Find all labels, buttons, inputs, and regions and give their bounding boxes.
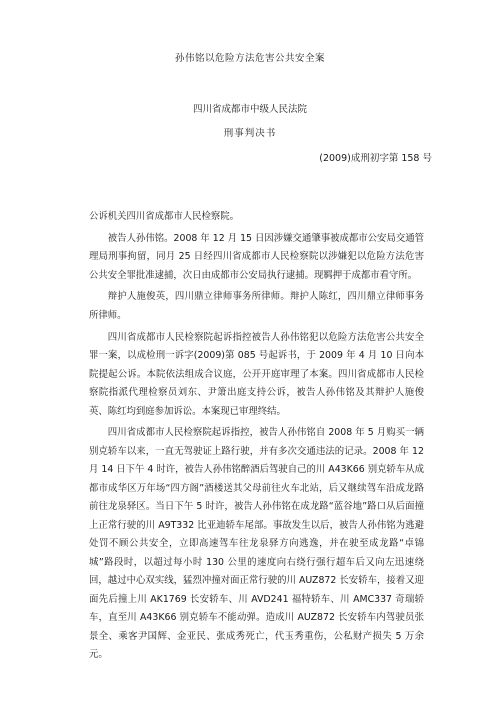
document-type: 刑事判决书 [223,128,277,139]
paragraph-prosecutor: 公诉机关四川省成都市人民检察院。 [89,211,240,222]
court-name: 四川省成都市中级人民法院 [192,104,307,115]
case-number: (2009)成刑初字第 158 号 [319,153,432,164]
paragraph-defendant: 被告人孙伟铭。2008 年 12 月 15 日因涉嫌交通肇事被成都市公安局交通管理局刑事拘留，同月 25 日经四川省成都市人民检察院以涉嫌犯以危险方法危害公共安全罪批准逮捕，次日由成都市公安局执行逮捕。现羁押于成都市看守所。 [89,232,424,281]
paragraph-defense-counsel: 辩护人施俊英，四川鼎立律师事务所律师。辩护人陈红，四川鼎立律师事务所律师。 [89,291,424,321]
case-title: 孙伟铭以危险方法危害公共安全案 [174,53,325,64]
paragraph-indictment-facts: 四川省成都市人民检察院起诉指控，被告人孙伟铭自 2008 年 5 月购买一辆别克轿车以来，一直无驾驶证上路行驶，并有多次交通违法的记录。2008 年 12 月 14 日下午 4 时许，被告人孙伟铭醉酒后驾驶自己的川 A43K66 别克轿车从成都市成华区万年场“四方阁”酒楼送其父母前往火车北站，后又继续驾车沿成龙路前往龙泉驿区。当日下午 5 时许，被告人孙伟铭在成龙路“蓝谷地”路口从后面撞上正常行驶的川 A9T332 比亚迪轿车尾部。事故发生以后，被告人孙伟铭为逃避处罚不顾公共安全，立即高速驾车往龙泉驿方向逃逸，并在驶至成龙路“卓锦城”路段时，以超过每小时 130 公里的速度向右绕行强行超车后又向左迅速绕回，越过中心双实线，猛烈冲撞对面正常行驶的川 AUZ872 长安轿车，接着又迎面先后撞上川 AK1769 长安轿车、川 AVD241 福特轿车、川 AMC337 奇瑞轿车，直至川 A43K66 别克轿车不能动弹。造成川 AUZ872 长安轿车内驾驶员张景全、乘客尹国辉、金亚民、张成秀死亡，代玉秀重伤，公私财产损失 5 万余元。 [89,427,424,661]
document-body [89,208,424,668]
paragraph-procedure: 四川省成都市人民检察院起诉指控被告人孙伟铭犯以危险方法危害公共安全罪一案，以成检刑一诉字(2009)第 085 号起诉书，于 2009 年 4 月 10 日向本院提起公诉。本院依法组成合议庭，公开开庭审理了本案。四川省成都市人民检察院指派代理检察员刘东、尹箫出庭支持公诉，被告人孙伟铭及其辩护人施俊英、陈红均到庭参加诉讼。本案现已审理终结。 [89,331,424,417]
